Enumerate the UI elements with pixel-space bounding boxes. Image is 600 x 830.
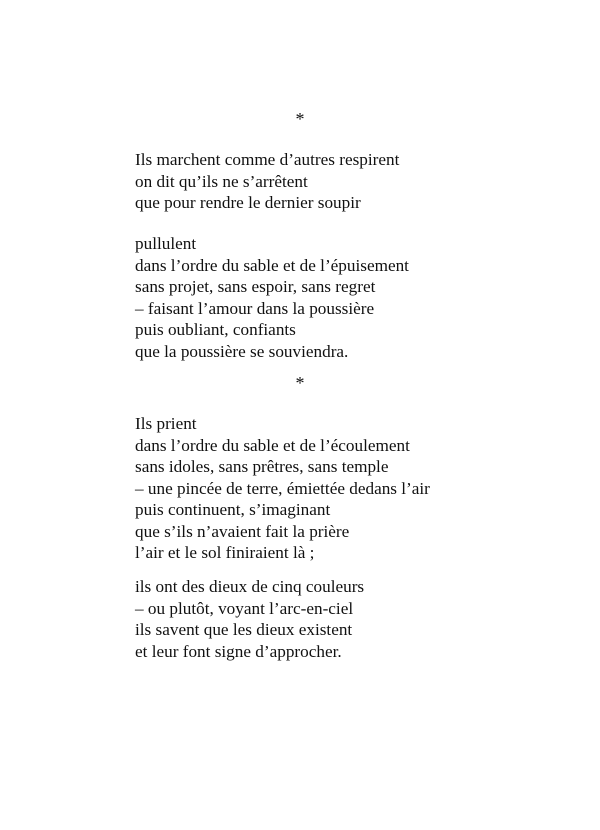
stanza-2 [135, 233, 575, 362]
section-separator-2: * [295, 373, 305, 393]
stanza-1 [135, 149, 575, 214]
poem-line: pullulent [135, 234, 197, 253]
poem-line: et leur font signe d’approcher. [135, 641, 342, 661]
poem-line: – ou plutôt, voyant l’arc-en-ciel [135, 598, 354, 618]
poem-line: puis oubliant, confiants [135, 320, 296, 339]
poem-line: que s’ils n’avaient fait la prière [135, 521, 350, 541]
poem-line: sans idoles, sans prêtres, sans temple [135, 457, 389, 476]
poem-line: on dit qu’ils ne s’arrêtent [135, 171, 308, 191]
poem-line: dans l’ordre du sable et de l’épuisement [135, 255, 409, 275]
poem-line: dans l’ordre du sable et de l’écoulement [135, 435, 410, 455]
poem-line: que la poussière se souviendra. [135, 341, 349, 361]
poem-line: l’air et le sol finiraient là ; [135, 543, 315, 562]
poem-line: – faisant l’amour dans la poussière [135, 298, 375, 318]
poem-line: – une pincée de terre, émiettée dedans l’air [135, 478, 430, 498]
stanza-4 [135, 576, 575, 662]
poem-line: ils ont des dieux de cinq couleurs [135, 577, 365, 596]
section-separator-1: * [295, 109, 305, 129]
poem-line: Ils prient [135, 414, 197, 433]
poem-line: que pour rendre le dernier soupir [135, 193, 361, 212]
poem-line: ils savent que les dieux existent [135, 620, 353, 639]
poem-line: puis continuent, s’imaginant [135, 500, 331, 519]
stanza-3 [135, 413, 575, 564]
poem-line: sans projet, sans espoir, sans regret [135, 277, 376, 296]
poem-line: Ils marchent comme d’autres respirent [135, 150, 400, 169]
